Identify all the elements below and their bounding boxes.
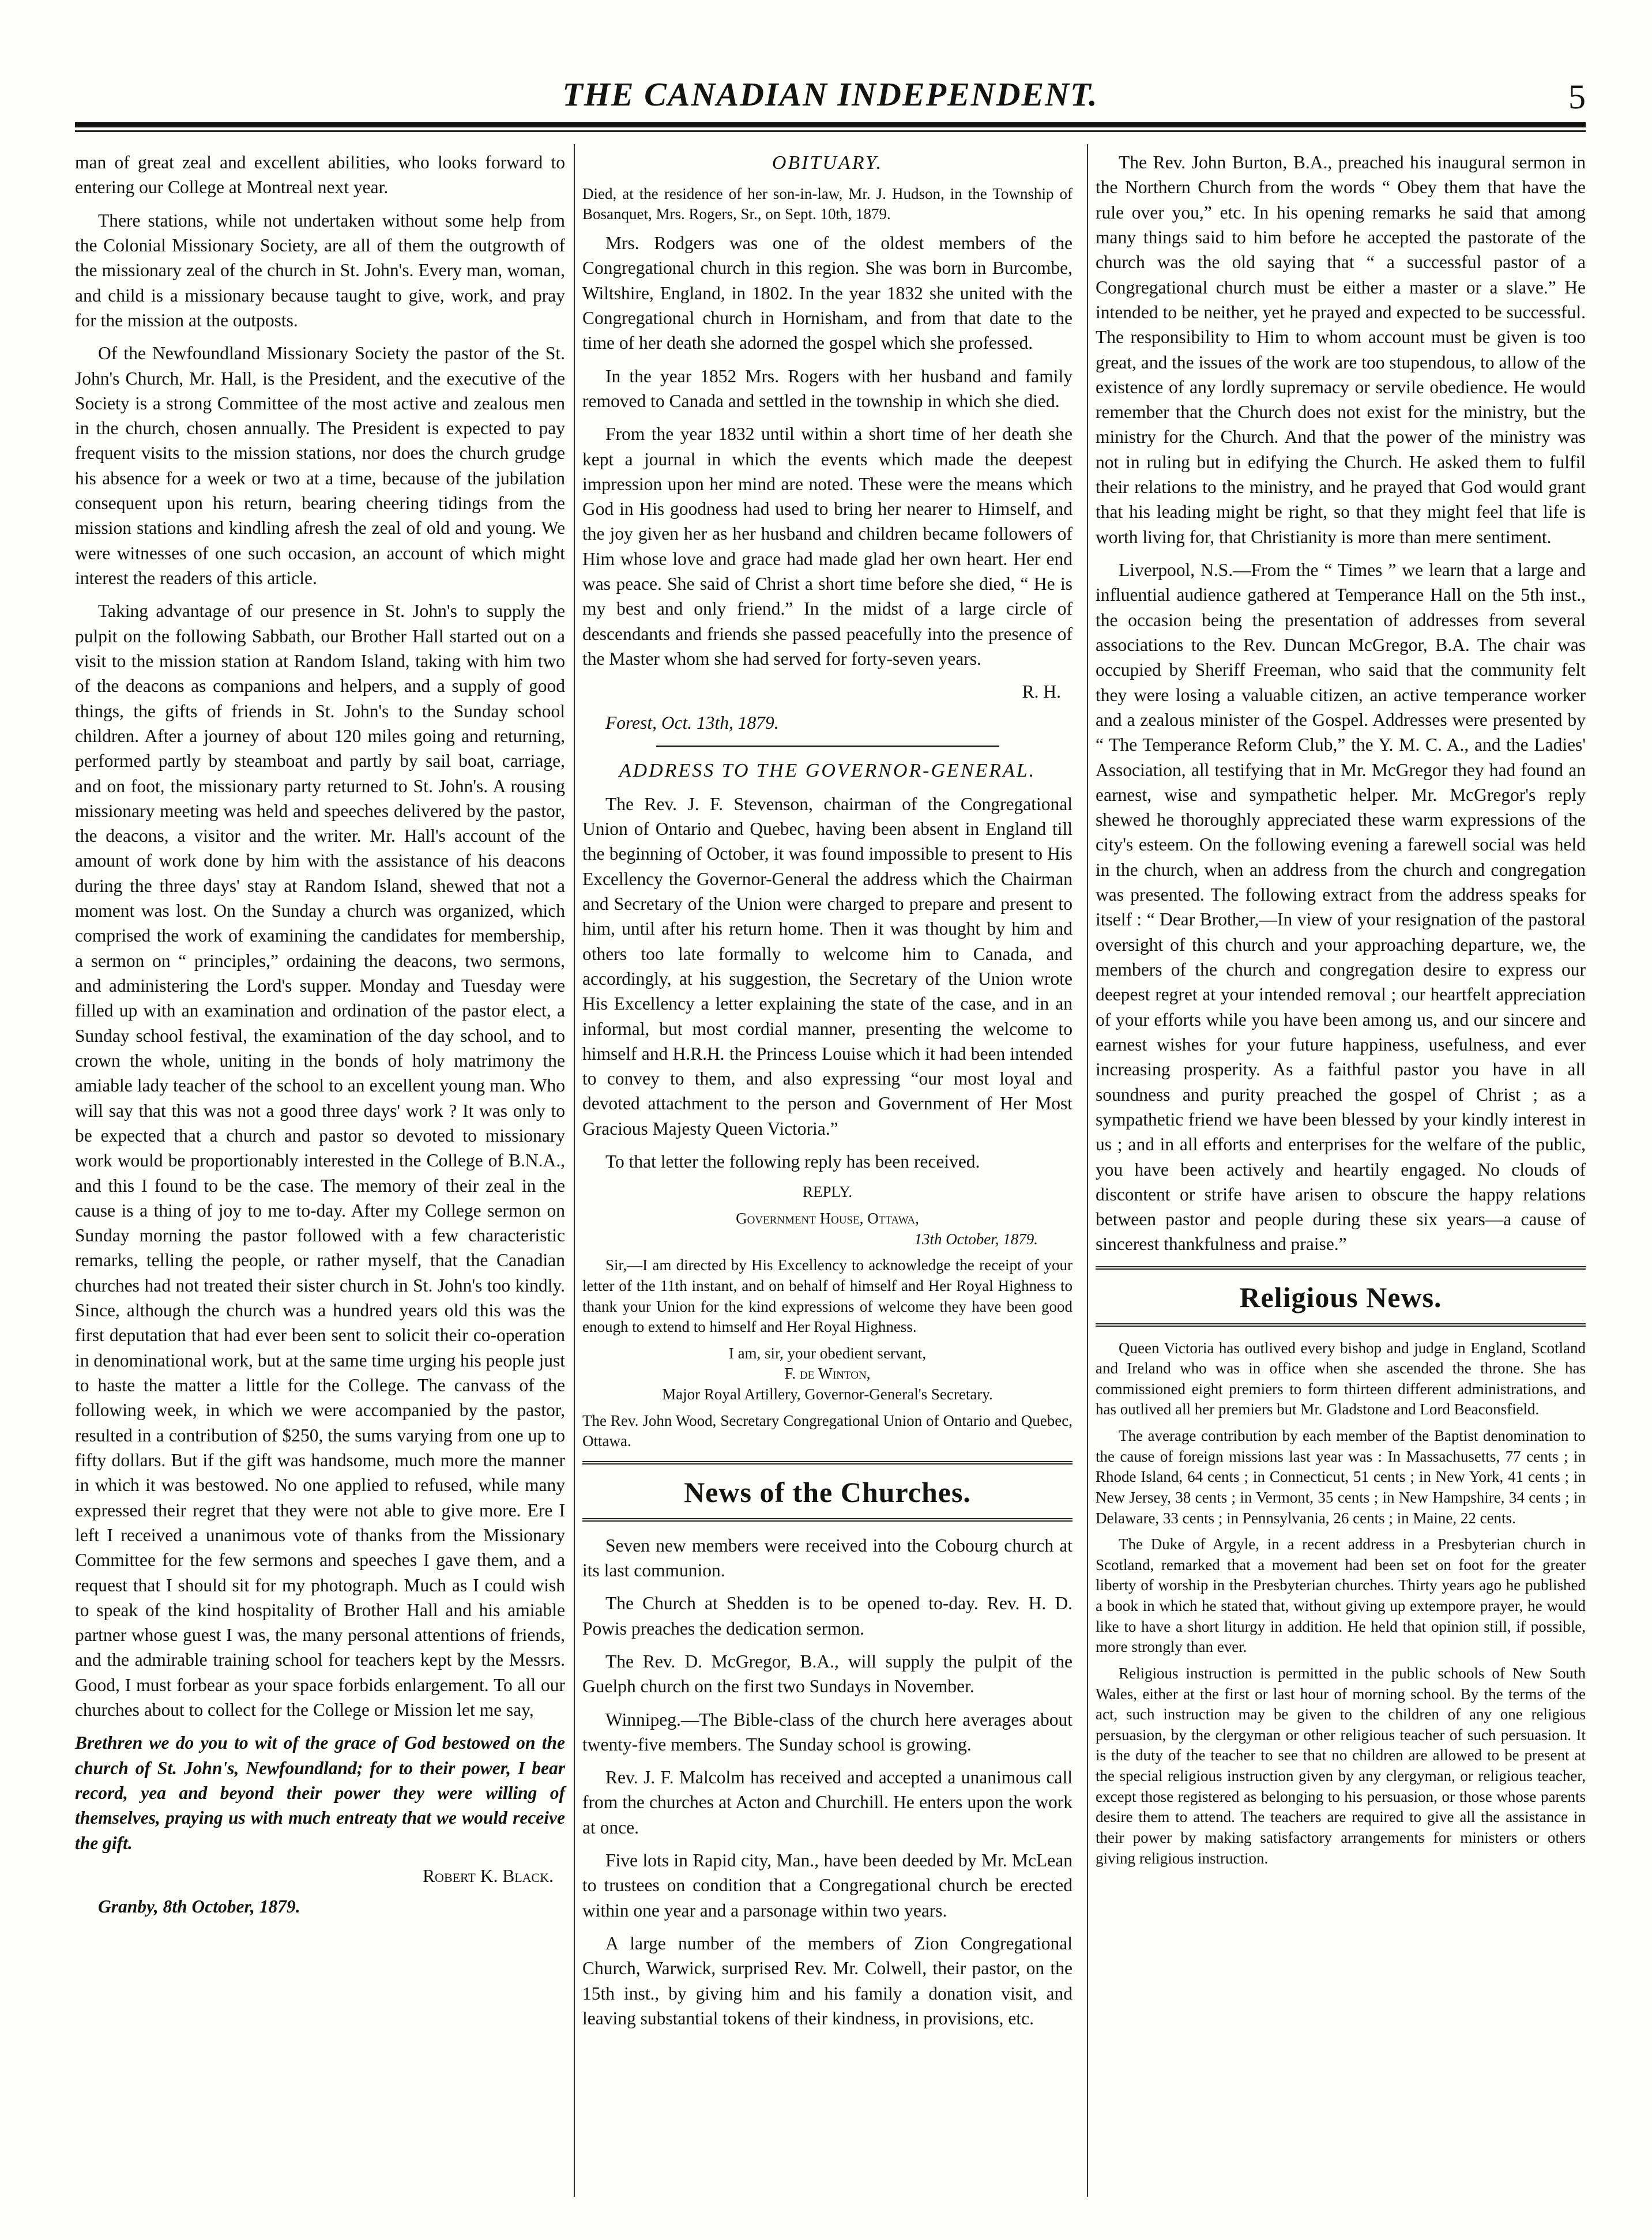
article-paragraph: Taking advantage of our presence in St. John's to supply the pulpit on the following Sabbath, our Brother Hall started out on a visit to the mission station at Random Island, taking with him two of the deacons as companions and helpers, and a supply of good things, the gifts of friends in St. John's to the Sunday school children. After a journey of about 120 miles going and returning, performed partly by steamboat and partly by sail boat, carriage, and on foot, the missionary party returned to St. John's. A rousing missionary meeting was held and speeches delivered by the pastor, the deacons, a visitor and the writer. Mr. Hall's account of the amount of work done by him with the assistance of his deacons during the three days' stay at Random Island, shewed that not a moment was lost. On the Sunday a church was organized, which comprised the work of examining the candidates for membership, a sermon on “ principles,” ordaining the deacons, two sermons, and administering the Lord's supper. Monday and Tuesday were filled up with an examination and ordination of the pastor elect, a Sunday school festival, the examination of the day school, and to crown the whole, uniting in the bonds of holy matrimony the amiable lady teacher of the school to an excellent young man. Who will say that this was not a good three days' work ? It was only to be expected that a church and pastor so devoted to missionary work would be proportionably interested in the College of B.N.A., and this I found to be the case. The memory of their zeal in the cause is a thing of joy to me to-day. After my College sermon on Sunday morning the pastor followed with a few characteristic remarks, telling the people, or rather myself, that the Canadian churches had not treated their sister church in St. John's too kindly. Since, although the church was a hundred years old this was the first deputation that had ever been sent to solicit their co-operation in denominational work, but at the same time urging his people just to haste the matter a little for the College. The canvass of the following week, in which we were accompanied by the pastor, resulted in a contribution of $250, the sums varying from one up to fifty dollars. But if the gift was handsome, much more the manner in which it was bestowed. No one applied to refused, while many expressed their regret that they were not able to give more. Ere I left I received a unanimous vote of thanks from the Missionary Committee for the few sermons and speeches I gave them, and a request that I should sit for my photograph. Much as I could wish to speak of the kind hospitality of Brother Hall and his amiable partner whose guest I was, the many personal attentions of friends, and the admirable training school for teachers kept by the Messrs. Good, I must forbear as your space forbids enlargement. To all our churches about to collect for the College or Mission let me say, [75,601,565,1721]
religious-news-item: Queen Victoria has outlived every bishop and judge in England, Scotland and Ireland who was in office when she ascended the throne. She has commissioned eight premiers to form thirteen different administrations, and has outlived all her premiers but Mr. Gladstone and Lord Beaconsfield. [1096,1339,1586,1418]
address-paragraph: To that letter the following reply has been received. [605,1151,980,1172]
column-middle [582,150,1073,2039]
reply-label: REPLY. [802,1183,853,1201]
obituary-paragraph: From the year 1832 until within a short time of her death she kept a journal in which the events which made the deepest impression upon her mind are noted. These were the means which God in His goodness had used to bring her nearer to Himself, and the joy given her as her husband and children became followers of Him whose love and grace had made glad her own heart. Her end was peace. She said of Christ a short time before she died, “ He is my best and only friend.” In the midst of a large circle of descendants and friends she passed peacefully into the presence of the Master whom she had served for forty-seven years. [582,424,1073,669]
religious-news-heading: Religious News. [1096,1266,1586,1327]
article-dateline: Granby, 8th October, 1879. [98,1896,300,1917]
news-item: Rev. J. F. Malcolm has received and accepted a unanimous call from the churches at Acton and Churchill. He enters upon the work at once. [582,1767,1073,1838]
news-item: Five lots in Rapid city, Man., have been deeded by Mr. McLean to trustees on condition that a Congregational church be erected within one year and a parsonage within two years. [582,1850,1073,1921]
article-paragraph: Liverpool, N.S.—From the “ Times ” we learn that a large and influential audience gathered at Temperance Hall on the 5th inst., the occasion being the presentation of addresses from several associations to the Rev. Duncan McGregor, B.A. The chair was occupied by Sheriff Freeman, who said that the community felt they were losing a valuable citizen, an active temperance worker and a zealous minister of the Gospel. Addresses were presented by “ The Temperance Reform Club,” the Y. M. C. A., and the Ladies' Association, all testifying that in Mr. McGregor they had found an earnest, wise and sympathetic helper. Mr. McGregor's reply shewed he thoroughly appreciated these warm expressions of the city's esteem. On the following evening a farewell social was held in the church, when an address from the church and congregation was presented. The following extract from the address speaks for itself : “ Dear Brother,—In view of your resignation of the pastoral oversight of this church and your approaching departure, we, the members of the church and congregation desire to express our deepest regret at your intended removal ; our heartfelt appreciation of your efforts while you have been among us, and our sincere and earnest wishes for your future happiness, usefulness, and ever increasing prosperity. As a faithful pastor you have in all soundness and purity preached the gospel of Christ ; as a sympathetic friend we have been blessed by your kindly interest in us ; and in all efforts and enterprises for the welfare of the public, you have been actively and heartily engaged. No clouds of discontent or strife have arisen to obscure the happy relations between pastor and people during these six years—a cause of sincerest thankfulness and praise.” [1096,560,1586,1255]
news-item: The Church at Shedden is to be opened to-day. Rev. H. D. Powis preaches the dedication sermon. [582,1593,1073,1639]
address-paragraph: The Rev. J. F. Stevenson, chairman of the Congregational Union of Ontario and Quebec, having been absent in England till the beginning of October, it was found impossible to present to His Excellency the Governor-General the address which the Chairman and Secretary of the Union were charged to prepare and present to him, until after his return home. Then it was thought by him and others too late formally to welcome him to Canada, and accordingly, at his suggestion, the Secretary of the Union wrote His Excellency a letter explaining the state of the case, and in an informal, but most cordial manner, presenting the welcome to himself and H.R.H. the Princess Louise which it had been intended to convey to them, and also expressing “our most loyal and devoted attachment to the person and Government of Her Most Gracious Majesty Queen Victoria.” [582,793,1073,1139]
religious-news-item: The Duke of Argyle, in a recent address in a Presbyterian church in Scotland, remarked that a movement had been set on foot for the greater liberty of worship in the Presbyterian churches. Thirty years ago he published a book in which he stated that, without giving up extempore prayer, he would like to have a short liturgy in addition. He held that opinion still, if possible, more strongly than ever. [1096,1535,1586,1656]
reply-signer-title: Major Royal Artillery, Governor-General's Secretary. [662,1386,993,1403]
religious-news-item: Religious instruction is permitted in the public schools of New South Wales, either at the first or last hour of morning school. By the terms of the act, such instruction may be given to the children of any one religious persuasion, by the clergyman or other religious teacher of such persuasion. It is the duty of the teacher to see that no children are allowed to be present at the special religious instruction given by any clergyman, or religious teacher, except those registered as belonging to his persuasion, or those whose parents desire them to attend. The teachers are required to give all the assistance in their power by making satisfactory arrangements for ministers or others giving religious instruction. [1096,1664,1586,1867]
column-divider-left [574,144,575,2197]
obituary-dateline: Forest, Oct. 13th, 1879. [605,712,779,733]
news-item: Seven new members were received into the Cobourg church at its last communion. [582,1535,1073,1580]
article-paragraph: man of great zeal and excellent abilities, who looks forward to entering our College at Montreal next year. [75,152,565,198]
obituary-paragraph: In the year 1852 Mrs. Rogers with her husband and family removed to Canada and settled in the township in which she died. [582,366,1073,411]
reply-signer: F. de Winton, [784,1365,871,1383]
running-title: THE CANADIAN INDEPENDENT. [562,76,1098,113]
closing-scripture: Brethren we do you to wit of the grace of God bestowed on the church of St. John's, Newfoundland; for to their power, I bear record, yea and beyond their power they were willing of themselves, praying us with much entreaty that we would receive the gift. [75,1733,565,1853]
column-divider-right [1087,144,1088,2197]
obituary-heading: OBITUARY. [772,152,883,174]
obituary-notice: Died, at the residence of her son-in-law, Mr. J. Hudson, in the Township of Bosanquet, Mrs. Rogers, Sr., on Sept. 10th, 1879. [582,185,1073,223]
article-paragraph: The Rev. John Burton, B.A., preached his inaugural sermon in the Northern Church from the words “ Obey them that have the rule over you,” etc. In his opening remarks he said that among many things said to him before he accepted the pastorate of the church was the old saying that “ a successful pastor of a Congregational church must be either a master or a slave.” He intended to be neither, yet he prayed and expected to be successful. The responsibility to Him to whom account must be given is too great, and the issues of the work are too stupendous, to allow of the existence of any lordly supremacy or servile obedience. He would remember that the Church does not exist for the ministry, but the ministry for the Church. And that the power of the ministry was not in ruling but in edifying the Church. He asked them to fulfil their relations to the ministry, and he prayed that God would grant that his leading might be right, so that they might feel that life is worth living for, that Christianity is more than mere sentiment. [1096,152,1586,547]
header-rule-thick [75,122,1586,127]
obituary-paragraph: Mrs. Rodgers was one of the oldest members of the Congregational church in this region. She was born in Burcombe, Wiltshire, England, in 1802. In the year 1832 she united with the Congregational church in Hornisham, and from that date to the time of her death she adorned the gospel which she professed. [582,233,1073,353]
reply-date: 13th October, 1879. [914,1230,1038,1248]
column-right [1096,150,1586,1874]
article-paragraph: There stations, while not undertaken without some help from the Colonial Missionary Society, are all of them the outgrowth of the missionary zeal of the church in St. John's. Every man, woman, and child is a missionary because taught to give, work, and pray for the mission at the outposts. [75,210,565,330]
author-signature: Robert K. Black. [423,1865,554,1886]
address-heading: ADDRESS TO THE GOVERNOR-GENERAL. [619,759,1036,781]
article-paragraph: Of the Newfoundland Missionary Society the pastor of the St. John's Church, Mr. Hall, is the President, and the executive of the Society is a strong Committee of the most active and zealous men in the church, chosen annually. The President is expected to pay frequent visits to the mission stations, nor does the church grudge his absence for a week or two at a time, because of the jubilation consequent upon his return, bearing cheering tidings from the mission stations and kindling afresh the zeal of old and young. We were witnesses of one such occasion, an account of which might interest the readers of this article. [75,343,565,588]
page-header [75,75,1586,118]
news-item: The Rev. D. McGregor, B.A., will supply the pulpit of the Guelph church on the first two Sundays in November. [582,1651,1073,1697]
reply-closing: I am, sir, your obedient servant, [728,1344,927,1362]
religious-news-item: The average contribution by each member of the Baptist denomination to the cause of foreign missions last year was : In Massachusetts, 77 cents ; in Rhode Island, 64 cents ; in Connecticut, 51 cents ; in New York, 41 cents ; in New Jersey, 38 cents ; in Vermont, 35 cents ; in New Hampshire, 34 cents ; in Delaware, 33 cents ; in Pennsylvania, 26 cents ; in Maine, 22 cents. [1096,1427,1586,1527]
news-item: A large number of the members of Zion Congregational Church, Warwick, surprised Rev. Mr. Colwell, their pastor, on the 15th inst., by giving him and his family a donation visit, and leaving substantial tokens of their kindness, in provisions, etc. [582,1933,1073,2028]
header-rule-thin [75,130,1586,132]
reply-body: Sir,—I am directed by His Excellency to acknowledge the receipt of your letter of the 11th instant, and on behalf of himself and Her Royal Highness to thank your Union for the kind expressions of welcome they have been good enough to extend to himself and Her Royal Highness. [582,1256,1073,1336]
column-left [75,150,565,1927]
news-item: Winnipeg.—The Bible-class of the church here averages about twenty-five members. The Sunday school is growing. [582,1709,1073,1755]
reply-addressee: The Rev. John Wood, Secretary Congregational Union of Ontario and Quebec, Ottawa. [582,1411,1073,1450]
reply-place: Government House, Ottawa, [736,1210,919,1227]
obituary-initials: R. H. [1022,682,1061,702]
section-separator [656,746,999,747]
page-number: 5 [1568,78,1586,116]
news-of-churches-heading: News of the Churches. [582,1461,1073,1522]
